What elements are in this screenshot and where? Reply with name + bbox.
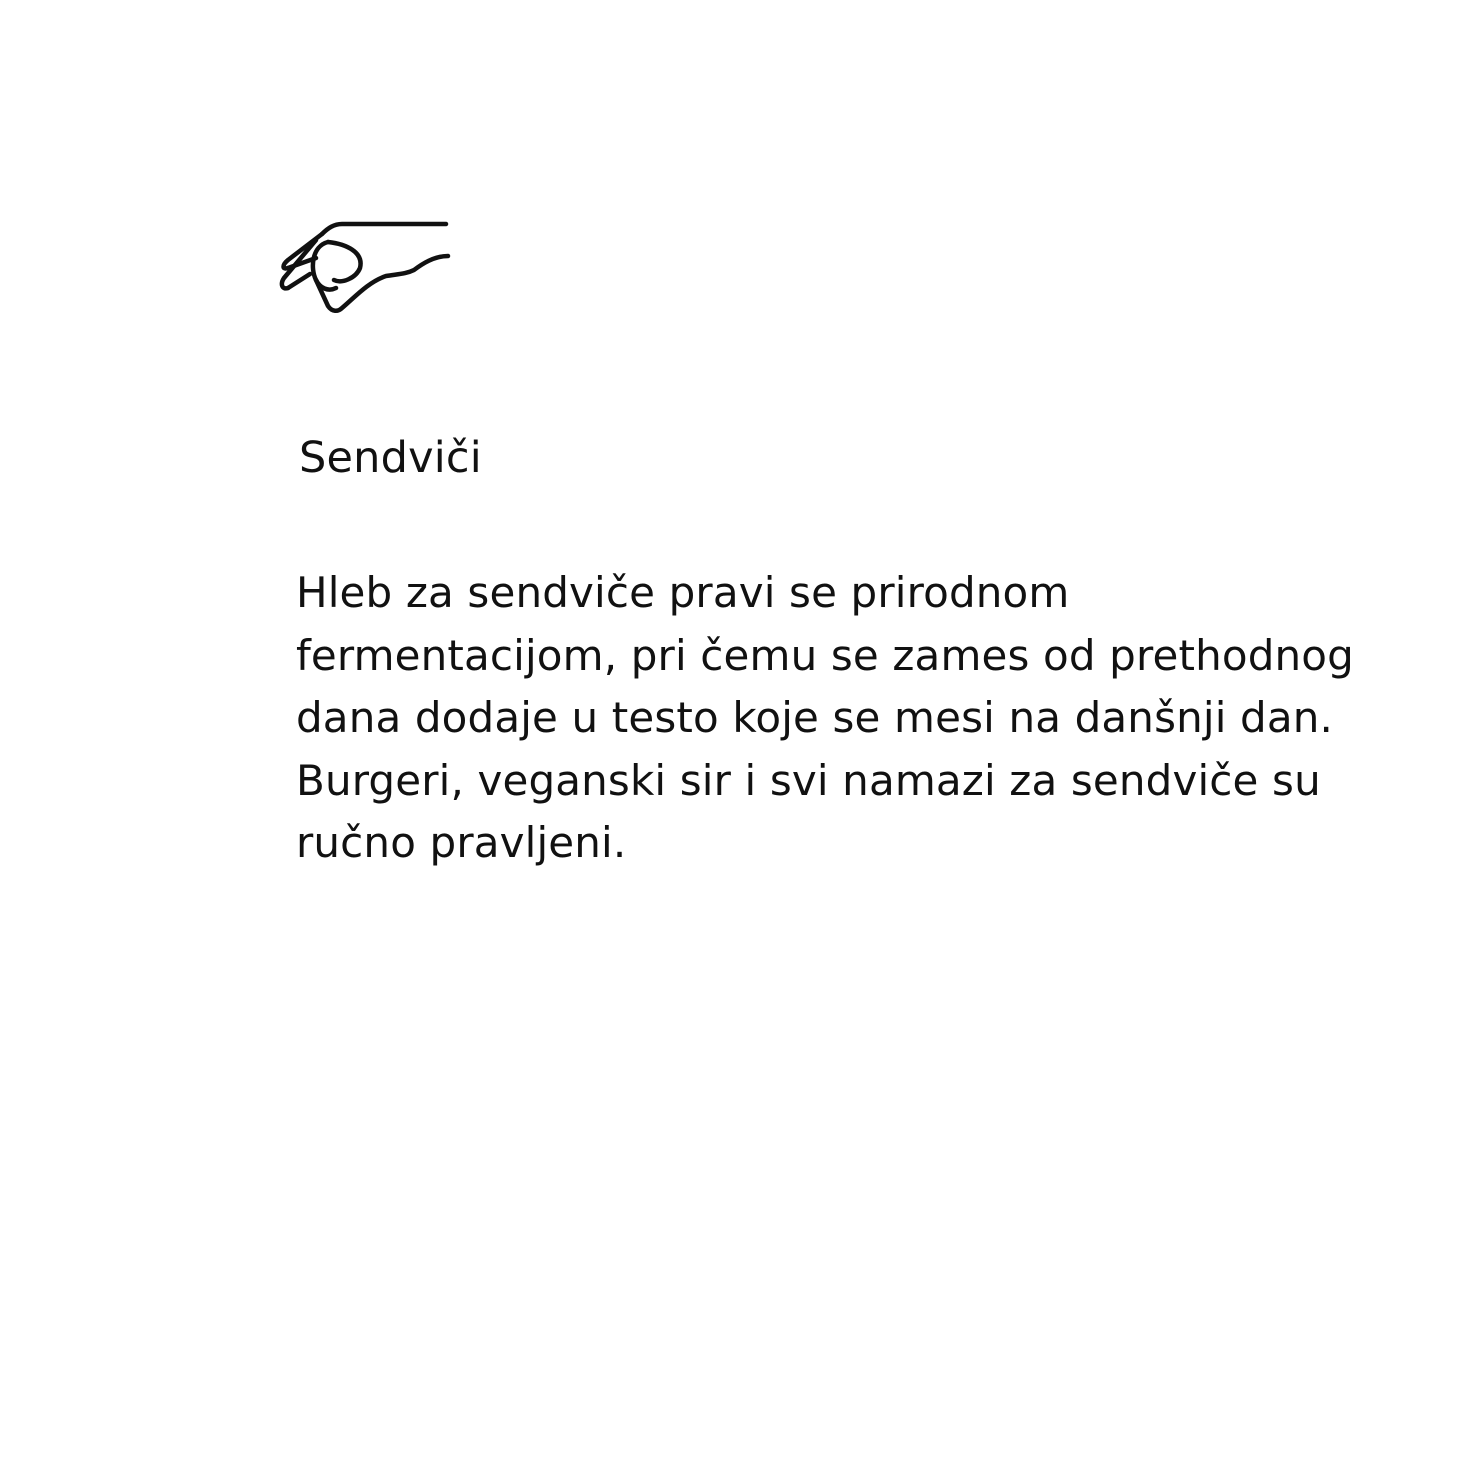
description-line: Burgeri, veganski sir i svi namazi za sendviče su xyxy=(296,755,1321,805)
section-description xyxy=(296,562,1356,875)
description-line: fermentacijom, pri čemu se zames od prethodnog xyxy=(296,630,1354,680)
description-line: Hleb za sendviče pravi se prirodnom xyxy=(296,568,1070,617)
pinching-hand-icon xyxy=(276,218,456,318)
description-line: dana dodaje u testo koje se mesi na danšnji dan. xyxy=(296,693,1333,742)
description-line: ručno pravljeni. xyxy=(296,818,627,867)
section-title: Sendviči xyxy=(299,433,482,483)
